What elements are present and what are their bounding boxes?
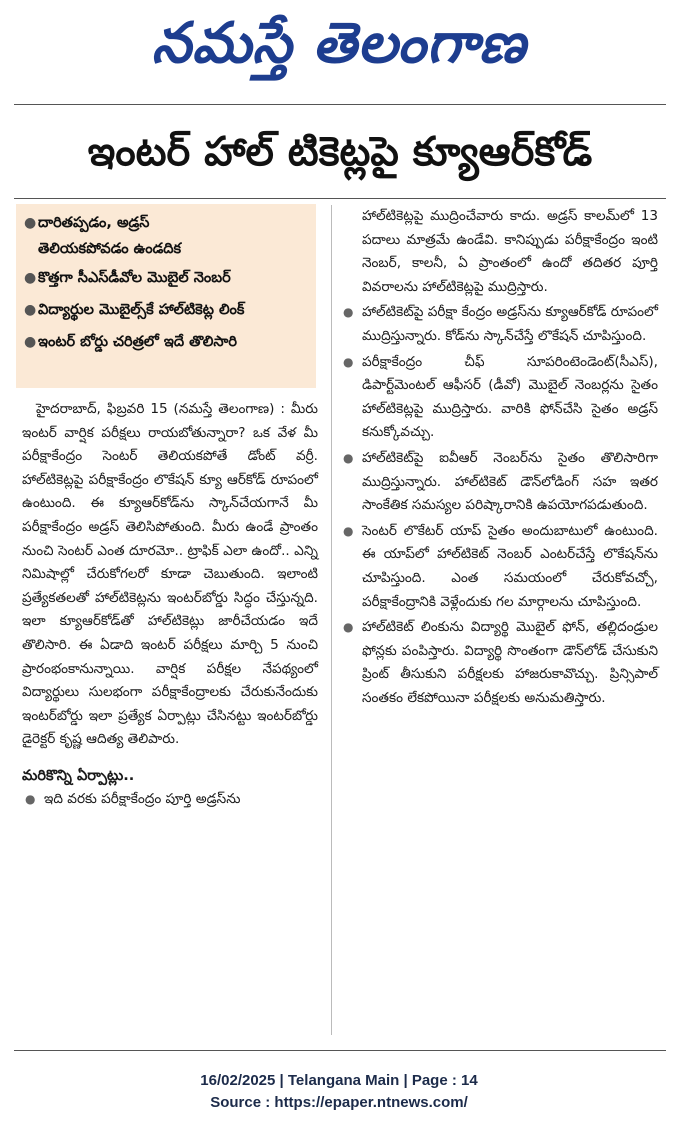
- highlight-item: [24, 210, 310, 262]
- page-footer: [0, 1070, 678, 1114]
- highlight-text: ఇంటర్ బోర్డు చరిత్రలో ఇదే తొలిసారి: [38, 334, 237, 350]
- bullet-icon: ●: [24, 215, 37, 231]
- masthead: [0, 0, 678, 100]
- highlight-text: కొత్తగా సీఎస్‌డీవోల మొబైల్ నెంబర్: [38, 270, 231, 286]
- bullet-icon: ●: [343, 305, 354, 320]
- list-item: [340, 351, 658, 445]
- left-column: [22, 398, 318, 814]
- list-item-text: హాల్‌టికెట్‌పై ఐవీఆర్ నెంబర్‌ను సైతం తొలిసారిగా ముద్రిస్తున్నారు. హాల్‌టికెట్ డౌన్‌లోడింగ్ సహ ఇతర సాంకేతిక సమస్యల పరిష్కారానికి ఉపయోగపడుతుంది.: [362, 449, 658, 514]
- bullet-icon: ●: [24, 270, 37, 286]
- list-item: [22, 788, 318, 812]
- list-item-text: హాల్‌టికెట్ లింకును విద్యార్థి మొబైల్ ఫోన్, తల్లిదండ్రుల ఫోన్లకు పంపిస్తారు. విద్యార్థి సొంతంగా డౌన్‌లోడ్ చేసుకుని ప్రింట్ తీసుకుని పరీక్షలకు హాజరుకావొచ్చు. ప్రిన్సిపాల్ సంతకం లేకపోయినా పరీక్షలకు అనుమతిస్తారు.: [362, 619, 658, 706]
- highlight-item: [24, 294, 310, 326]
- list-item: [340, 616, 658, 710]
- right-column: [340, 205, 658, 712]
- list-item: [340, 447, 658, 518]
- bullet-list: [22, 788, 318, 812]
- masthead-rule: [14, 104, 666, 105]
- bullet-continuation: హాల్‌టికెట్లపై ముద్రించేవారు కాదు. అడ్రస్ కాలమ్‌లో 13 పదాలు మాత్రమే ఉండేవి. కానిప్పుడు పరీక్షాకేంద్రం ఇంటి నెంబర్, కాలనీ, ఏ ప్రాంతంలో ఉందో తదితర పూర్తి వివరాలను హాల్‌టికెట్లపై ముద్రిస్తారు.: [362, 208, 658, 295]
- list-item-text: పరీక్షాకేంద్రం చీఫ్ సూపరింటెండెంట్(సీఎస్), డిపార్ట్‌మెంటల్ ఆఫీసర్ (డీవో) మొబైల్ నెంబర్లను సైతం హాల్‌టికెట్లపై ముద్రిస్తారు. వారికి ఫోన్‌చేసి సైతం అడ్రస్ కనుక్కోవచ్చు.: [362, 353, 658, 441]
- list-item-text: ఇది వరకు పరీక్షాకేంద్రం పూర్తి అడ్రస్‌ను: [44, 790, 241, 807]
- highlight-item: [24, 326, 310, 358]
- bullet-icon: ●: [343, 450, 354, 465]
- subheading: మరికొన్ని ఏర్పాట్లు..: [22, 767, 135, 784]
- footer-rule: [14, 1050, 666, 1051]
- list-item-text: హాల్‌టికెట్‌పై పరీక్షా కేంద్రం అడ్రస్‌ను క్యూఆర్‌కోడ్ రూపంలో ముద్రిస్తున్నారు. కోడ్‌ను స్కాన్‌చేస్తే లొకేషన్ చూపిస్తుంది.: [362, 304, 658, 344]
- masthead-logo: నమస్తే తెలంగాణ: [151, 10, 527, 76]
- list-item-text: సెంటర్ లొకేటర్ యాప్ సైతం అందుబాటులో ఉంటుంది. ఈ యాప్‌లో హాల్‌టికెట్ నెంబర్ ఎంటర్‌చేస్తే లొకేషన్‌ను చూపిస్తుంది. ఎంత సమయంలో చేరుకోవచ్చో, పరీక్షాకేంద్రానికి వెళ్లేందుకు గల మార్గాలను చూపిస్తుంది.: [362, 522, 658, 610]
- column-divider: [331, 205, 332, 1035]
- footer-source: Source : https://epaper.ntnews.com/: [210, 1094, 468, 1111]
- bullet-icon: ●: [24, 302, 37, 318]
- highlight-text: విద్యార్థుల మొబైల్స్‌కే హాల్‌టికెట్ల లింక్: [38, 302, 245, 318]
- article-lead-paragraph: హైదరాబాద్, ఫిబ్రవరి 15 (నమస్తే తెలంగాణ) : మీరు ఇంటర్ వార్షిక పరీక్షలు రాయబోతున్నారా? ఒక వేళ మీ పరీక్షాకేంద్రం సెంటర్ తెలియకపోతే డోంట్ వర్రీ. హాల్‌టికెట్లపై పరీక్షాకేంద్రం లొకేషన్ క్యూ ఆర్‌కోడ్ రూపంలో ఉంటుంది. ఈ క్యూఆర్‌కోడ్‌ను స్కాన్‌చేయగానే మీ పరీక్షాకేంద్రం అడ్రస్ తెలిసిపోతుంది. మీరు ఉండే ప్రాంతం నుంచి సెంటర్ ఎంత దూరమో.. ట్రాఫిక్ ఎలా ఉందో.. ఎన్ని నిమిషాల్లో చేరుకోగలరో కూడా చెబుతుంది. ఇలాంటి ప్రత్యేకతలతో హాల్‌టికెట్లను ఇంటర్‌బోర్డు సిద్ధం చేస్తున్నది. ఇలా క్యూఆర్‌కోడ్‌తో హాల్‌టికెట్లు జారీచేయడం ఇదే తొలిసారి. ఈ ఏడాది ఇంటర్ పరీక్షలు మార్చి 5 నుంచి ప్రారంభంకానున్నాయి. వార్షిక పరీక్షల నేపథ్యంలో విద్యార్థులు సులభంగా పరీక్షాకేంద్రాలకు చేరుకునేందుకు ఇంటర్‌బోర్డు ఇలా ప్రత్యేక ఏర్పాట్లు చేసినట్టు ఇంటర్‌బోర్డు డైరెక్టర్ కృష్ణ ఆదిత్య తెలిపారు.: [22, 401, 318, 748]
- bullet-icon: ●: [343, 523, 354, 538]
- highlight-item: [24, 262, 310, 294]
- list-item: [340, 301, 658, 348]
- bullet-icon: ●: [343, 354, 354, 369]
- highlights-box: [16, 204, 316, 388]
- bullet-list: [340, 301, 658, 710]
- headline-rule: [14, 198, 666, 199]
- highlight-text: దారితప్పడం, అడ్రస్ తెలియకపోవడం ఉండదిక: [38, 215, 182, 257]
- article-headline: ఇంటర్ హాల్ టికెట్లపై క్యూఆర్‌కోడ్: [87, 129, 593, 175]
- bullet-icon: ●: [24, 334, 37, 350]
- bullet-icon: ●: [25, 791, 36, 806]
- footer-date-page: 16/02/2025 | Telangana Main | Page : 14: [200, 1072, 478, 1089]
- bullet-icon: ●: [343, 620, 354, 635]
- list-item: [340, 520, 658, 614]
